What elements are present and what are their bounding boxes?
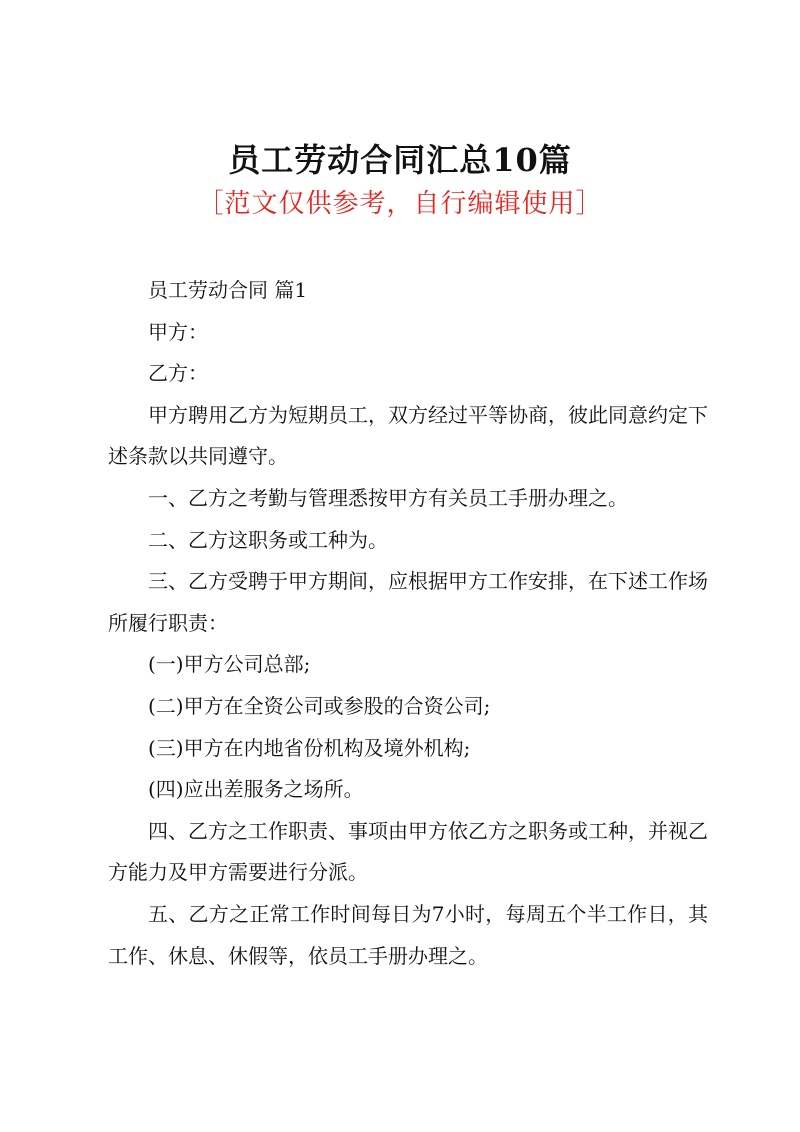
clause-1: 一、乙方之考勤与管理悉按甲方有关员工手册办理之。 [148,485,628,510]
section-heading: 员工劳动合同 篇1 [148,278,308,302]
document-title: 员工劳动合同汇总10篇 [228,141,572,179]
document-subtitle: ［范文仅供参考，自行编辑使用］ [197,189,603,219]
clause-4: 四、乙方之工作职责、事项由甲方依乙方之职务或工种，并视乙方能力及甲方需要进行分派。 [108,818,708,885]
intro-paragraph: 甲方聘用乙方为短期员工，双方经过平等协商，彼此同意约定下述条款以共同遵守。 [108,402,708,469]
party-a-line: 甲方： [148,319,208,344]
clause-3-item-2: (二)甲方在全资公司或参股的合资公司; [148,693,491,718]
clause-5: 五、乙方之正常工作时间每日为7小时，每周五个半工作日，其工作、休息、休假等，依员工手册办理之。 [108,901,708,968]
document-body [108,270,708,977]
clause-3-item-4: (四)应出差服务之场所。 [148,777,364,802]
clause-2: 二、乙方这职务或工种为。 [148,527,388,552]
clause-3: 三、乙方受聘于甲方期间，应根据甲方工作安排，在下述工作场所履行职责： [108,569,708,635]
clause-3-item-3: (三)甲方在内地省份机构及境外机构; [148,735,471,760]
clause-3-item-1: (一)甲方公司总部; [148,652,311,677]
party-b-line: 乙方： [148,361,208,386]
